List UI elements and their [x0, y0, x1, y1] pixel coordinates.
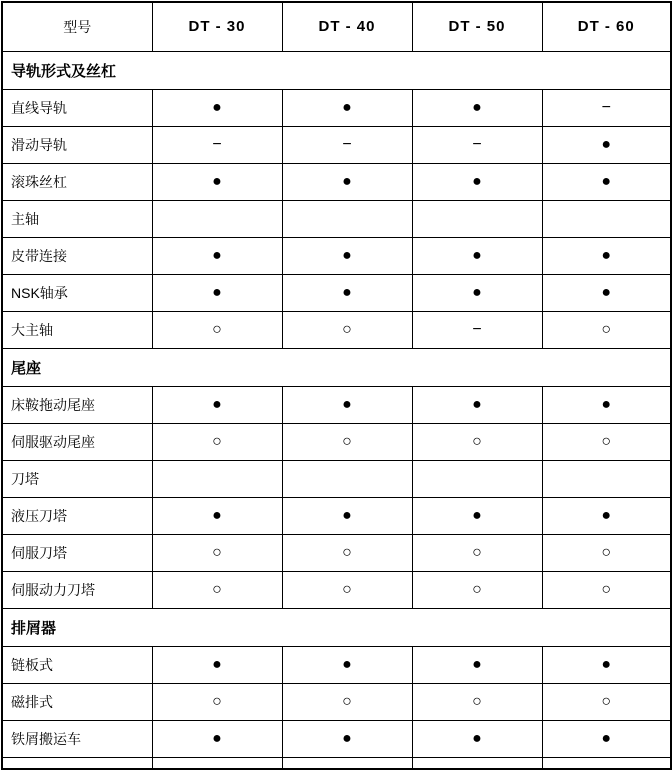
- open-symbol-cell: ○: [542, 534, 671, 571]
- filled-symbol-cell: ●: [412, 386, 542, 423]
- empty-cell: [152, 757, 282, 769]
- table-row: [2, 386, 671, 423]
- filled-symbol-cell: ●: [152, 720, 282, 757]
- column-header-dt40: DT - 40: [282, 2, 412, 51]
- filled-symbol-cell: ●: [152, 386, 282, 423]
- empty-cell: [282, 460, 412, 497]
- filled-symbol-cell: ●: [282, 386, 412, 423]
- row-label: 液压刀塔: [2, 497, 152, 534]
- filled-symbol-cell: ●: [412, 163, 542, 200]
- section-title: 排屑器: [2, 608, 671, 646]
- section-header-row: [2, 51, 671, 89]
- row-label: 主轴: [2, 200, 152, 237]
- table-row: [2, 720, 671, 757]
- table-row: [2, 237, 671, 274]
- column-header-dt50: DT - 50: [412, 2, 542, 51]
- open-symbol-cell: ○: [152, 311, 282, 348]
- table-row: [2, 534, 671, 571]
- table-row: [2, 126, 671, 163]
- row-label: 滑动导轨: [2, 126, 152, 163]
- filled-symbol-cell: ●: [152, 274, 282, 311]
- row-label: 磁排式: [2, 683, 152, 720]
- row-label: 滚珠丝杠: [2, 163, 152, 200]
- table-row: [2, 423, 671, 460]
- row-label: 伺服刀塔: [2, 534, 152, 571]
- filled-symbol-cell: ●: [412, 89, 542, 126]
- filled-symbol-cell: ●: [412, 497, 542, 534]
- filled-symbol-cell: ●: [542, 126, 671, 163]
- dash-symbol-cell: −: [412, 126, 542, 163]
- table-row: [2, 646, 671, 683]
- dash-symbol-cell: −: [412, 311, 542, 348]
- row-label: 伺服动力刀塔: [2, 571, 152, 608]
- dash-symbol-cell: −: [152, 126, 282, 163]
- table-row: [2, 274, 671, 311]
- dash-symbol-cell: −: [542, 89, 671, 126]
- filled-symbol-cell: ●: [152, 163, 282, 200]
- filled-symbol-cell: ●: [542, 386, 671, 423]
- filled-symbol-cell: ●: [542, 163, 671, 200]
- spec-table-body: [2, 51, 671, 769]
- filled-symbol-cell: ●: [282, 720, 412, 757]
- empty-cell: [542, 460, 671, 497]
- open-symbol-cell: ○: [152, 534, 282, 571]
- row-label: 床鞍拖动尾座: [2, 386, 152, 423]
- table-row: [2, 683, 671, 720]
- filled-symbol-cell: ●: [412, 720, 542, 757]
- open-symbol-cell: ○: [412, 571, 542, 608]
- row-label: 铁屑搬运车: [2, 720, 152, 757]
- row-label: 皮带连接: [2, 237, 152, 274]
- open-symbol-cell: ○: [282, 683, 412, 720]
- dash-symbol-cell: −: [282, 126, 412, 163]
- table-row: [2, 571, 671, 608]
- filled-symbol-cell: ●: [412, 237, 542, 274]
- table-row: [2, 89, 671, 126]
- filled-symbol-cell: ●: [152, 646, 282, 683]
- section-header-row: [2, 348, 671, 386]
- row-label: 链板式: [2, 646, 152, 683]
- section-title: 尾座: [2, 348, 671, 386]
- open-symbol-cell: ○: [542, 423, 671, 460]
- clipped-partial-row: [2, 757, 671, 769]
- open-symbol-cell: ○: [152, 423, 282, 460]
- filled-symbol-cell: ●: [542, 497, 671, 534]
- table-row: [2, 311, 671, 348]
- open-symbol-cell: ○: [542, 571, 671, 608]
- open-symbol-cell: ○: [412, 423, 542, 460]
- open-symbol-cell: ○: [412, 534, 542, 571]
- filled-symbol-cell: ●: [542, 646, 671, 683]
- filled-symbol-cell: ●: [282, 237, 412, 274]
- open-symbol-cell: ○: [542, 683, 671, 720]
- open-symbol-cell: ○: [282, 534, 412, 571]
- open-symbol-cell: ○: [282, 311, 412, 348]
- open-symbol-cell: ○: [152, 683, 282, 720]
- section-title: 导轨形式及丝杠: [2, 51, 671, 89]
- table-row: [2, 163, 671, 200]
- row-label: 大主轴: [2, 311, 152, 348]
- table-row: [2, 460, 671, 497]
- row-label: 伺服驱动尾座: [2, 423, 152, 460]
- row-label: NSK轴承: [2, 274, 152, 311]
- empty-cell: [282, 757, 412, 769]
- empty-cell: [152, 460, 282, 497]
- filled-symbol-cell: ●: [152, 237, 282, 274]
- column-header-dt30: DT - 30: [152, 2, 282, 51]
- filled-symbol-cell: ●: [412, 274, 542, 311]
- spec-table: [1, 1, 672, 770]
- filled-symbol-cell: ●: [542, 720, 671, 757]
- table-row: [2, 200, 671, 237]
- open-symbol-cell: ○: [282, 571, 412, 608]
- filled-symbol-cell: ●: [542, 237, 671, 274]
- row-label: 刀塔: [2, 460, 152, 497]
- empty-cell: [412, 460, 542, 497]
- open-symbol-cell: ○: [282, 423, 412, 460]
- filled-symbol-cell: ●: [282, 89, 412, 126]
- empty-cell: [542, 200, 671, 237]
- filled-symbol-cell: ●: [282, 163, 412, 200]
- table-row: [2, 497, 671, 534]
- empty-cell: [282, 200, 412, 237]
- column-header-dt60: DT - 60: [542, 2, 671, 51]
- empty-cell: [412, 757, 542, 769]
- empty-cell: [412, 200, 542, 237]
- open-symbol-cell: ○: [152, 571, 282, 608]
- filled-symbol-cell: ●: [282, 497, 412, 534]
- table-header-row: [2, 2, 671, 51]
- filled-symbol-cell: ●: [152, 89, 282, 126]
- row-label: 直线导轨: [2, 89, 152, 126]
- filled-symbol-cell: ●: [412, 646, 542, 683]
- empty-cell: [152, 200, 282, 237]
- filled-symbol-cell: ●: [152, 497, 282, 534]
- empty-cell: [542, 757, 671, 769]
- filled-symbol-cell: ●: [282, 646, 412, 683]
- section-header-row: [2, 608, 671, 646]
- filled-symbol-cell: ●: [282, 274, 412, 311]
- open-symbol-cell: ○: [412, 683, 542, 720]
- empty-cell: [2, 757, 152, 769]
- open-symbol-cell: ○: [542, 311, 671, 348]
- filled-symbol-cell: ●: [542, 274, 671, 311]
- column-header-model: 型号: [2, 2, 152, 51]
